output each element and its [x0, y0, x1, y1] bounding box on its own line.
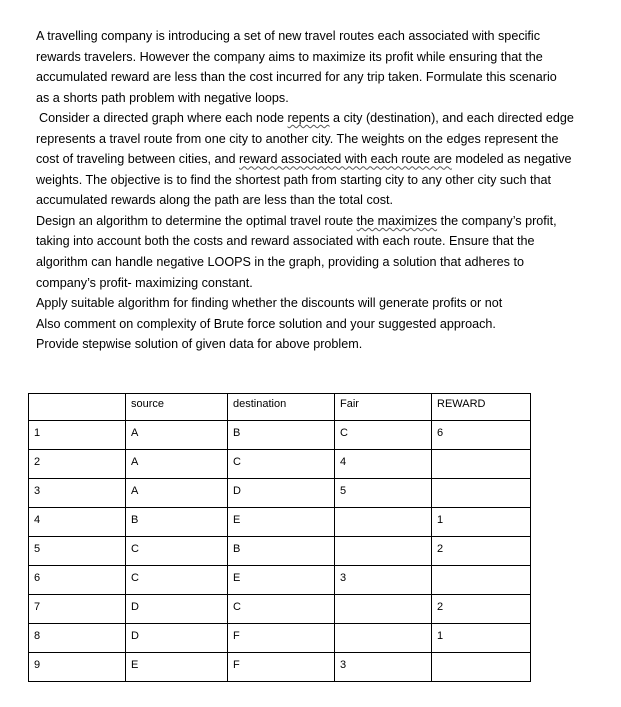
text-line: Provide stepwise solution of given data for above problem.: [36, 337, 363, 352]
table-cell: E: [126, 653, 228, 682]
table-cell: A: [126, 450, 228, 479]
table-row: [29, 537, 531, 566]
header-cell-source: source: [126, 394, 228, 421]
header-cell-index: [29, 394, 126, 421]
table-row: [29, 479, 531, 508]
table-row: [29, 653, 531, 682]
table-cell: 5: [335, 479, 432, 508]
table-cell: D: [228, 479, 335, 508]
table-row: [29, 450, 531, 479]
header-cell-fair: Fair: [335, 394, 432, 421]
grammar-underline: reward associated with each route are: [239, 152, 452, 167]
table-cell: 2: [432, 595, 531, 624]
text-line: accumulated reward are less than the cost incurred for any trip taken. Formulate this scenario: [36, 70, 557, 85]
table-cell: C: [335, 421, 432, 450]
table-header-row: [29, 394, 531, 421]
table-cell: F: [228, 653, 335, 682]
text-line: Also comment on complexity of Brute force solution and your suggested approach.: [36, 316, 496, 331]
text-line: as a shorts path problem with negative loops.: [36, 90, 289, 105]
table-cell: C: [126, 566, 228, 595]
table-cell: [432, 479, 531, 508]
problem-statement: [36, 26, 616, 355]
table-cell: [432, 566, 531, 595]
table-row: [29, 508, 531, 537]
table-cell: B: [126, 508, 228, 537]
text-line: Design an algorithm to determine the optimal travel route the maximizes the company’s profit,: [36, 213, 557, 228]
table-cell: A: [126, 479, 228, 508]
routes-table: [28, 393, 531, 682]
text-line: represents a travel route from one city to another city. The weights on the edges represent the: [36, 131, 559, 146]
header-cell-reward: REWARD: [432, 394, 531, 421]
text-line: Consider a directed graph where each node repents a city (destination), and each directed edge: [39, 111, 574, 126]
table-cell: 9: [29, 653, 126, 682]
table-row: [29, 595, 531, 624]
table-cell: 3: [29, 479, 126, 508]
table-cell: [432, 450, 531, 479]
table-cell: 8: [29, 624, 126, 653]
table-cell: E: [228, 566, 335, 595]
table-cell: 4: [335, 450, 432, 479]
spellcheck-underline: repents: [287, 111, 330, 126]
text-line: taking into account both the costs and reward associated with each route. Ensure that the: [36, 234, 535, 249]
table-cell: 6: [432, 421, 531, 450]
table-cell: [432, 653, 531, 682]
text-line: rewards travelers. However the company aims to maximize its profit while ensuring that the: [36, 49, 543, 64]
table-cell: [335, 508, 432, 537]
table-cell: 2: [29, 450, 126, 479]
text-line: A travelling company is introducing a set of new travel routes each associated with specific: [36, 29, 541, 43]
table-cell: B: [228, 421, 335, 450]
text-line: accumulated rewards along the path are less than the total cost.: [36, 193, 394, 208]
text-line: company’s profit- maximizing constant.: [36, 275, 253, 290]
text-line: cost of traveling between cities, and reward associated with each route are modeled as negative: [36, 152, 572, 167]
table-cell: 3: [335, 653, 432, 682]
table-cell: A: [126, 421, 228, 450]
header-cell-destination: destination: [228, 394, 335, 421]
table-cell: 1: [432, 624, 531, 653]
table-cell: C: [228, 450, 335, 479]
table-cell: [335, 595, 432, 624]
table-cell: 3: [335, 566, 432, 595]
table-cell: D: [126, 624, 228, 653]
table-cell: 1: [432, 508, 531, 537]
text-line: Apply suitable algorithm for finding whether the discounts will generate profits or not: [36, 296, 503, 311]
table-cell: 2: [432, 537, 531, 566]
text-line: algorithm can handle negative LOOPS in the graph, providing a solution that adheres to: [36, 255, 524, 270]
table-cell: C: [126, 537, 228, 566]
table-cell: [335, 624, 432, 653]
table-cell: 4: [29, 508, 126, 537]
table-cell: [335, 537, 432, 566]
table-cell: 6: [29, 566, 126, 595]
table-cell: 5: [29, 537, 126, 566]
table-row: [29, 421, 531, 450]
table-cell: 1: [29, 421, 126, 450]
table-cell: 7: [29, 595, 126, 624]
table-cell: D: [126, 595, 228, 624]
grammar-underline: the maximizes: [356, 213, 438, 228]
table-row: [29, 566, 531, 595]
text-line: weights. The objective is to find the shortest path from starting city to any other city such that: [36, 172, 551, 187]
table-cell: F: [228, 624, 335, 653]
table-row: [29, 624, 531, 653]
table-cell: C: [228, 595, 335, 624]
table-cell: E: [228, 508, 335, 537]
table-cell: B: [228, 537, 335, 566]
